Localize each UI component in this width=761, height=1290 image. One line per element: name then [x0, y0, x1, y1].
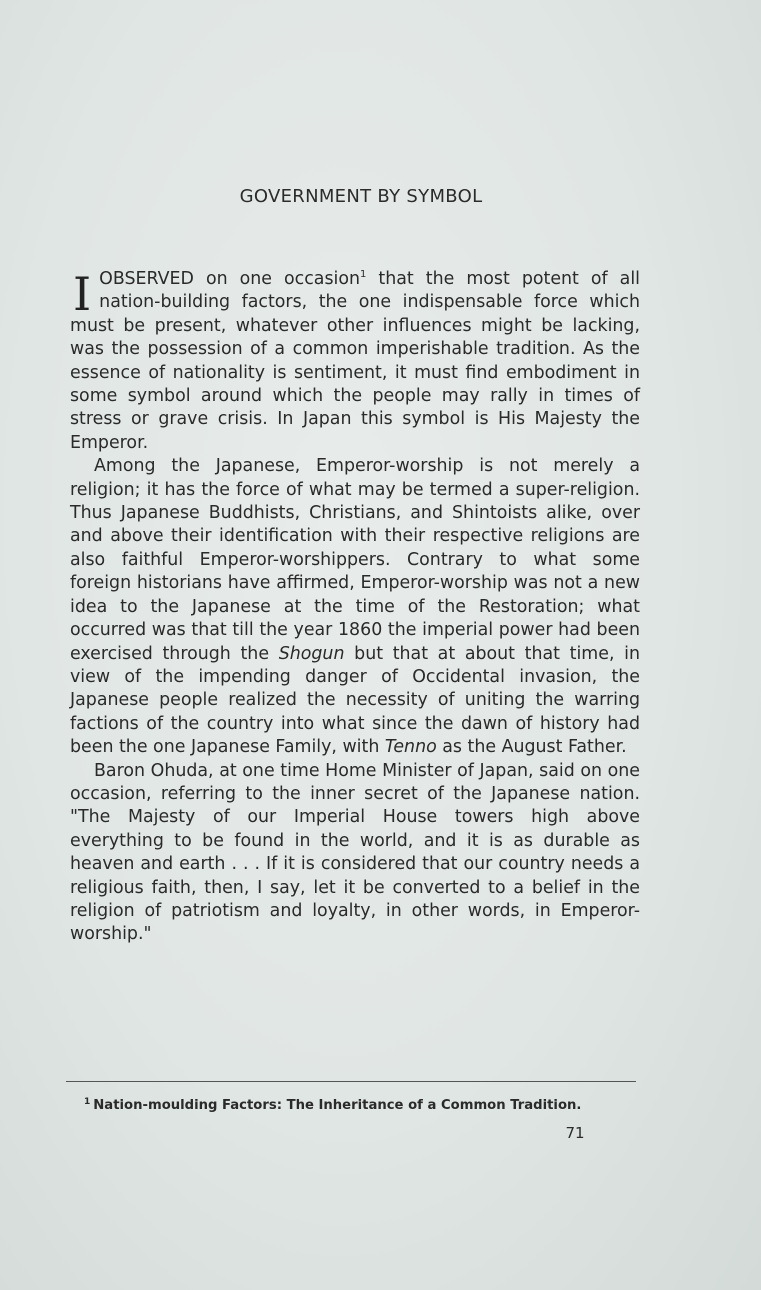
paragraph-1-rest: that the most potent of all nation-building factors, the one indispensable force which must be present, whatever other influences might be lacking, was the possession of a common imperishable tradition. As the essence of nationality is sentiment, it must find embodiment in some symbol around which the people may rally in times of stress or grave crisis. In Japan this symbol is His Majesty the Emperor.: [70, 269, 640, 453]
paragraph-1: [70, 268, 640, 455]
paragraph-2-part-b: but that at about that time, in view of the impending danger of Occidental invasion, the Japanese people realized the necessity of uniting the warring factions of the country into what since the dawn of history had been the one Japanese Family, with: [70, 643, 640, 758]
paragraph-1-start: OBSERVED on one occasion: [99, 269, 361, 289]
drop-cap: I: [73, 267, 92, 321]
paragraph-2: [70, 455, 640, 759]
footnote: [84, 1097, 581, 1113]
footnote-text: Nation-moulding Factors: The Inheritance of a Common Tradition.: [93, 1098, 582, 1113]
page-number: 71: [565, 1124, 585, 1142]
body-text: [70, 268, 640, 947]
italic-tenno: Tenno: [384, 737, 437, 758]
chapter-title: GOVERNMENT BY SYMBOL: [239, 186, 483, 207]
paragraph-3: Baron Ohuda, at one time Home Minister of Japan, said on one occasion, referring to the inner secret of the Japanese nation. "The Majesty of our Imperial House towers high above everything to be found in the world, and it is as durable as heaven and earth . . . If it is considered that our country needs a religious faith, then, I say, let it be converted to a belief in the religion of patriotism and loyalty, in other words, in Emperor-worship.": [70, 760, 640, 945]
paragraph-2-part-a: Among the Japanese, Emperor-worship is not merely a religion; it has the force of what may be termed a super-religion. Thus Japanese Buddhists, Christians, and Shintoists alike, over and above their identification with their respective religions are also faithful Emperor-worshippers. Contrary to what some foreign historians have affirmed, Emperor-worship was not a new idea to the Japanese at the time of the Restoration; what occurred was that till the year 1860 the imperial power had been exercised through the: [70, 456, 640, 664]
footnote-reference: 1: [360, 269, 367, 280]
italic-shogun: Shogun: [278, 643, 345, 664]
footnote-divider: [66, 1081, 636, 1082]
footnote-mark: 1: [84, 1097, 91, 1107]
paragraph-2-part-c: as the August Father.: [436, 737, 627, 758]
